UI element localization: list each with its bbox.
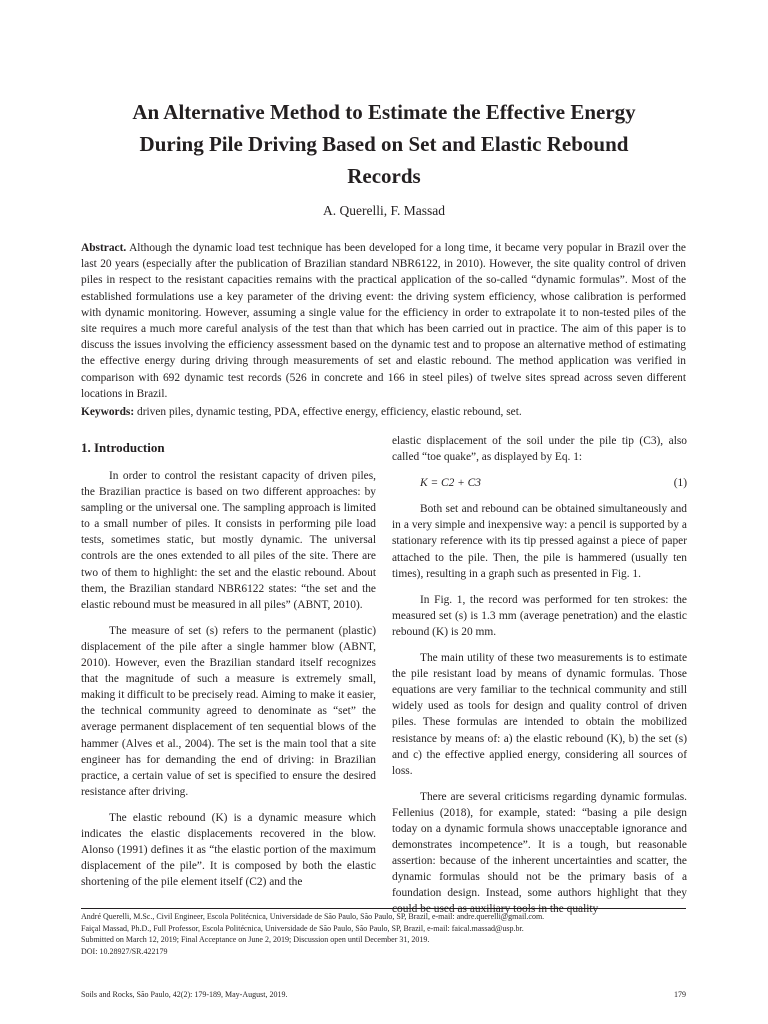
body-paragraph: The elastic rebound (K) is a dynamic measure which indicates the elastic displacements recovered in the blow. Alonso (1991) defines it as “the elastic portion of the maximum displacement of the pile”. It is composed by both the elastic shortening of the pile element itself (C2) and the bbox=[81, 811, 376, 889]
title-line: Records bbox=[347, 164, 421, 188]
abstract-text: Although the dynamic load test technique has been developed for a long time, it became very popular in Brazil over the last 20 years (especially after the publication of Brazilian standard NBR6122, in 2010). However, the site quality control of driven piles in respect to the resistant capacities remains with the practical application of the so-called “dynamic formulas”. Most of the established formulations use a key parameter of the driving event: the driving system efficiency, whose calibration is performed with dynamic monitoring. However, assuming a single value for the efficiency in order to extrapolate it to non-tested piles of the site requires a much more careful analysis of the test than that which has been carried out in practice. The aim of this paper is to discuss the issues involving the efficiency assessment based on the dynamic test and to propose an alternative method of estimating the effective energy during driving through measurements of set and elastic rebound. The method application was verified in comparison with 692 dynamic test records (526 in concrete and 166 in steel piles) of twelve sites spread across seven different locations in Brazil. bbox=[81, 242, 686, 400]
paper-title bbox=[90, 96, 678, 192]
body-paragraph: The main utility of these two measurements is to estimate the pile resistant load by means of dynamic formulas. Those equations are very familiar to the technical community and still widely used as tools for design and quality control of driven piles. These formulas are intended to obtain the mobilized resistance by means of: a) the elastic rebound (K), b) the set (s) and c) the effective applied energy, considering all sources of loss. bbox=[392, 652, 687, 777]
body-paragraph: elastic displacement of the soil under the pile tip (C3), also called “toe quake”, as displayed by Eq. 1: bbox=[392, 435, 687, 464]
footnote-line: Faiçal Massad, Ph.D., Full Professor, Escola Politécnica, Universidade de São Paulo, São Paulo, SP, Brazil, e-mail: faical.massad@usp.br. bbox=[81, 923, 524, 933]
abstract bbox=[81, 240, 686, 402]
section-heading: 1. Introduction bbox=[81, 440, 165, 455]
body-paragraph: There are several criticisms regarding dynamic formulas. Fellenius (2018), for example, stated: “basing a pile design today on a dynamic formula shows unacceptable ignorance and demonstrates incompetence”. It is a tough, but reasonable assertion: because of the inherent uncertainties and scatter, the dynamic formulas should not be the primary basis of a foundation design. Instead, some authors highlight that they could be used as auxiliary tools in the quality bbox=[392, 790, 687, 916]
footnote-line: DOI: 10.28927/SR.422179 bbox=[81, 946, 168, 956]
journal-citation: Soils and Rocks, São Paulo, 42(2): 179-189, May-August, 2019. bbox=[81, 990, 288, 999]
equation-number: (1) bbox=[673, 477, 687, 490]
keywords-label: Keywords: bbox=[81, 406, 135, 418]
footnote-line: Submitted on March 12, 2019; Final Acceptance on June 2, 2019; Discussion open until December 31, 2019. bbox=[81, 935, 430, 944]
author-list: A. Querelli, F. Massad bbox=[323, 203, 445, 218]
title-line: During Pile Driving Based on Set and Elastic Rebound bbox=[139, 132, 629, 156]
body-paragraph: In order to control the resistant capacity of driven piles, the Brazilian practice is based on two different approaches: by sampling or the universal one. The sampling approach is limited to a small number of piles. It consists in performing pile load tests, sometimes static, but mostly dynamic. The universal controls are the ones extended to all piles of the site. There are two of them to highlight: the set and the elastic rebound. About them, the Brazilian standard NBR6122 states: “the set and the elastic rebound must be measured in all piles” (ABNT, 2010). bbox=[81, 470, 376, 611]
left-column bbox=[81, 440, 376, 900]
keywords-text: driven piles, dynamic testing, PDA, effective energy, efficiency, elastic rebound, set. bbox=[134, 406, 522, 418]
footnote-line: André Querelli, M.Sc., Civil Engineer, Escola Politécnica, Universidade de São Paulo, São Paulo, SP, Brazil, e-mail: andre.querelli@gmail.com. bbox=[81, 912, 545, 921]
footnotes bbox=[81, 911, 686, 957]
page-number: 179 bbox=[674, 990, 686, 999]
keywords bbox=[81, 404, 686, 420]
equation-expression: K = C2 + C3 bbox=[420, 477, 481, 490]
title-line: An Alternative Method to Estimate the Effective Energy bbox=[132, 100, 636, 124]
equation bbox=[392, 475, 687, 491]
body-paragraph: Both set and rebound can be obtained simultaneously and in a very simple and inexpensive way: a pencil is supported by a stationary reference with its tip pressed against a piece of paper attached to the pile. Then, the pile is hammered (usually ten times), resulting in a graph such as presented in Fig. 1. bbox=[392, 503, 687, 580]
right-column bbox=[392, 433, 687, 928]
footnote-divider bbox=[81, 908, 686, 909]
body-paragraph: In Fig. 1, the record was performed for ten strokes: the measured set (s) is 1.3 mm (average penetration) and the elastic rebound (K) is 20 mm. bbox=[392, 593, 687, 638]
body-paragraph: The measure of set (s) refers to the permanent (plastic) displacement of the pile after a single hammer blow (ABNT, 2010). However, even the Brazilian standard itself recognizes that the magnitude of such a measure is extremely small, making it difficult to be precisely read. Aiming to make it easier, the technical community agreed to denominate as “set” the average permanent displacement of ten sequential blows of the hammer (Alves et al., 2004). The set is the main tool that a site engineer has for demanding the end of driving: in Brazilian practice, a certain value of set is specified to ensure the desired resistance after driving. bbox=[81, 624, 376, 798]
abstract-label: Abstract. bbox=[81, 242, 127, 254]
